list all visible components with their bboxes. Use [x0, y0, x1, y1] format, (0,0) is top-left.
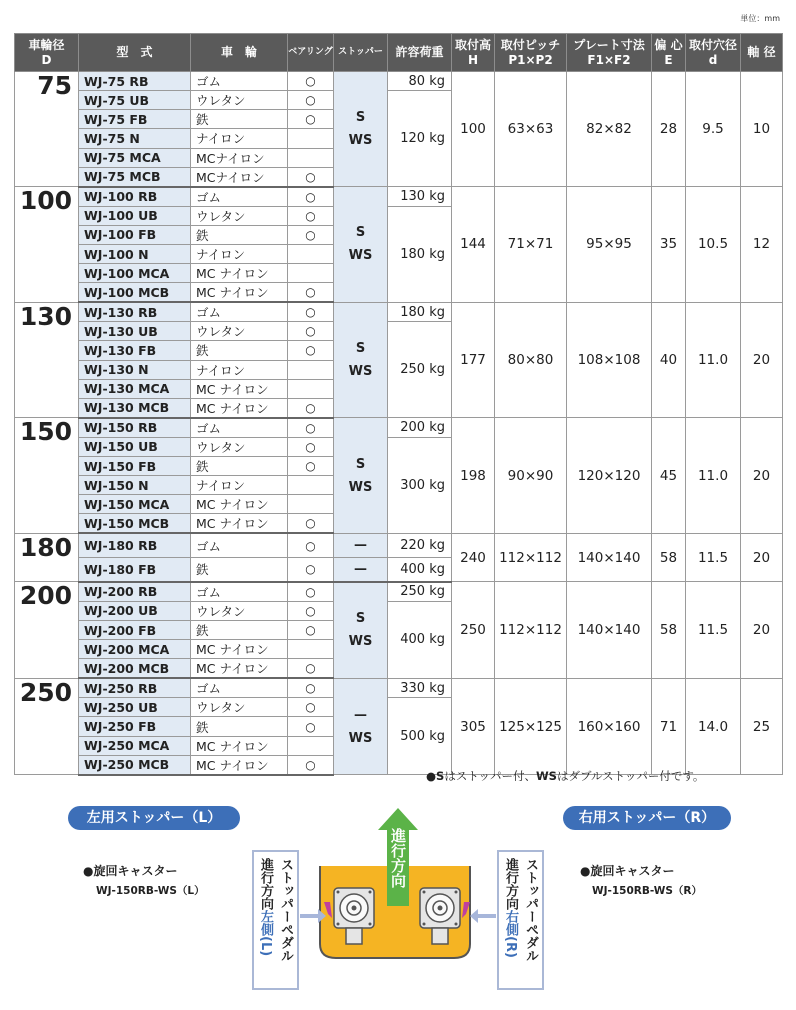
model-cell: WJ-200 UB: [79, 601, 191, 620]
height-cell: 250: [452, 582, 495, 678]
right-stopper-pill: 右用ストッパー（R）: [563, 806, 731, 830]
bearing-cell: [288, 736, 334, 755]
right-caster-model: WJ-150RB-WS（R）: [592, 885, 702, 897]
wheel-material-cell: ウレタン: [191, 698, 288, 717]
height-cell: 198: [452, 418, 495, 534]
unit-label: 単位：mm: [740, 14, 780, 23]
pitch-cell: 80×80: [495, 302, 567, 418]
model-cell: WJ-75 UB: [79, 91, 191, 110]
plate-cell: 95×95: [567, 187, 652, 303]
model-cell: WJ-130 MCB: [79, 398, 191, 418]
table-row: [15, 187, 783, 207]
model-cell: WJ-250 UB: [79, 698, 191, 717]
model-cell: WJ-250 RB: [79, 678, 191, 698]
model-cell: WJ-75 MCB: [79, 167, 191, 187]
wheel-material-cell: 鉄: [191, 456, 288, 475]
bearing-cell: ○: [288, 514, 334, 534]
axle-cell: 20: [741, 418, 783, 534]
load-cell: 80 kg: [388, 72, 452, 91]
wheel-material-cell: ゴム: [191, 533, 288, 557]
stopper-value: S: [355, 611, 366, 627]
model-cell: WJ-130 FB: [79, 341, 191, 360]
bearing-cell: ○: [288, 72, 334, 91]
model-cell: WJ-200 MCA: [79, 640, 191, 659]
stopper-cell: —: [334, 533, 388, 557]
stopper-cell: [334, 187, 388, 303]
plate-cell: 82×82: [567, 72, 652, 187]
pitch-cell: 63×63: [495, 72, 567, 187]
wheel-material-cell: ウレタン: [191, 601, 288, 620]
load-cell: 180 kg: [388, 206, 452, 302]
model-cell: WJ-100 UB: [79, 206, 191, 225]
right-pedal-label-box: [497, 850, 544, 990]
plate-cell: 140×140: [567, 533, 652, 582]
wheel-material-cell: MCナイロン: [191, 148, 288, 167]
wheel-material-cell: ナイロン: [191, 244, 288, 263]
offset-cell: 28: [652, 72, 686, 187]
axle-cell: 10: [741, 72, 783, 187]
table-header: [15, 34, 783, 72]
header-stopper: ストッパー: [334, 34, 388, 72]
load-cell: 250 kg: [388, 582, 452, 602]
left-caster-model: WJ-150RB-WS（L）: [96, 885, 205, 897]
model-cell: WJ-130 RB: [79, 302, 191, 322]
axle-cell: 20: [741, 533, 783, 582]
stopper-cell: [334, 582, 388, 678]
stopper-cell: —: [334, 557, 388, 582]
wheel-material-cell: 鉄: [191, 557, 288, 582]
bearing-cell: ○: [288, 755, 334, 775]
axle-cell: 25: [741, 678, 783, 774]
spec-table: [14, 33, 783, 776]
bearing-cell: [288, 640, 334, 659]
bearing-cell: ○: [288, 601, 334, 620]
axle-cell: 20: [741, 582, 783, 678]
pitch-cell: 112×112: [495, 533, 567, 582]
model-cell: WJ-180 RB: [79, 533, 191, 557]
offset-cell: 71: [652, 678, 686, 774]
wheel-material-cell: ウレタン: [191, 91, 288, 110]
bearing-cell: ○: [288, 322, 334, 341]
stopper-value: WS: [348, 364, 373, 380]
model-cell: WJ-75 MCA: [79, 148, 191, 167]
height-cell: 305: [452, 678, 495, 774]
bearing-cell: ○: [288, 418, 334, 438]
bearing-cell: ○: [288, 225, 334, 244]
load-cell: 120 kg: [388, 91, 452, 187]
wheel-diameter: 250: [15, 678, 79, 774]
bearing-cell: ○: [288, 187, 334, 207]
wheel-diameter: 200: [15, 582, 79, 678]
bearing-cell: ○: [288, 533, 334, 557]
wheel-material-cell: MC ナイロン: [191, 514, 288, 534]
model-cell: WJ-150 N: [79, 476, 191, 495]
wheel-diameter: 100: [15, 187, 79, 303]
hole-cell: 11.0: [686, 302, 741, 418]
wheel-material-cell: ゴム: [191, 72, 288, 91]
height-cell: 144: [452, 187, 495, 303]
table-row: [15, 678, 783, 698]
height-cell: 240: [452, 533, 495, 582]
height-cell: 177: [452, 302, 495, 418]
wheel-material-cell: MC ナイロン: [191, 495, 288, 514]
plate-cell: 120×120: [567, 418, 652, 534]
height-cell: 100: [452, 72, 495, 187]
table-row: [15, 582, 783, 602]
wheel-diameter: 150: [15, 418, 79, 534]
offset-cell: 40: [652, 302, 686, 418]
wheel-material-cell: MCナイロン: [191, 167, 288, 187]
wheel-material-cell: MC ナイロン: [191, 755, 288, 775]
stopper-value: WS: [348, 479, 373, 495]
bearing-cell: ○: [288, 437, 334, 456]
stopper-value: WS: [348, 248, 373, 264]
plate-cell: 140×140: [567, 582, 652, 678]
header-pitch: 取付ピッチ P1×P2: [495, 34, 567, 72]
header-model: 型 式: [79, 34, 191, 72]
pitch-cell: 71×71: [495, 187, 567, 303]
wheel-material-cell: 鉄: [191, 341, 288, 360]
header-load: 許容荷重: [388, 34, 452, 72]
wheel-material-cell: MC ナイロン: [191, 640, 288, 659]
hole-cell: 11.5: [686, 582, 741, 678]
bearing-cell: ○: [288, 557, 334, 582]
header-hole: 取付穴径 d: [686, 34, 741, 72]
direction-label: 進行方向: [389, 828, 407, 888]
offset-cell: 58: [652, 582, 686, 678]
bearing-cell: ○: [288, 167, 334, 187]
table-row: [15, 418, 783, 438]
hole-cell: 10.5: [686, 187, 741, 303]
header-plate: プレート寸法 F1×F2: [567, 34, 652, 72]
model-cell: WJ-200 FB: [79, 621, 191, 640]
wheel-material-cell: MC ナイロン: [191, 283, 288, 303]
wheel-material-cell: MC ナイロン: [191, 398, 288, 418]
stopper-cell: [334, 678, 388, 774]
load-cell: 220 kg: [388, 533, 452, 557]
hole-cell: 9.5: [686, 72, 741, 187]
wheel-material-cell: ナイロン: [191, 360, 288, 379]
model-cell: WJ-150 FB: [79, 456, 191, 475]
load-cell: 330 kg: [388, 678, 452, 698]
bearing-cell: ○: [288, 717, 334, 736]
right-pointer-arrow-icon: [470, 909, 496, 923]
stopper-value: —: [354, 707, 367, 723]
header-offset: 偏 心 E: [652, 34, 686, 72]
table-row: [15, 302, 783, 322]
bearing-cell: ○: [288, 621, 334, 640]
model-cell: WJ-180 FB: [79, 557, 191, 582]
model-cell: WJ-250 MCA: [79, 736, 191, 755]
table-row: [15, 72, 783, 91]
plate-cell: 108×108: [567, 302, 652, 418]
stopper-cell: [334, 72, 388, 187]
model-cell: WJ-150 MCB: [79, 514, 191, 534]
left-pedal-label-box: [252, 850, 299, 990]
wheel-material-cell: MC ナイロン: [191, 264, 288, 283]
model-cell: WJ-130 MCA: [79, 379, 191, 398]
load-cell: 500 kg: [388, 698, 452, 775]
load-cell: 180 kg: [388, 302, 452, 322]
wheel-material-cell: 鉄: [191, 110, 288, 129]
load-cell: 250 kg: [388, 322, 452, 418]
load-cell: 400 kg: [388, 601, 452, 678]
wheel-material-cell: 鉄: [191, 717, 288, 736]
model-cell: WJ-150 RB: [79, 418, 191, 438]
table-body: [15, 72, 783, 775]
wheel-material-cell: ゴム: [191, 678, 288, 698]
stopper-value: S: [355, 341, 366, 357]
model-cell: WJ-100 FB: [79, 225, 191, 244]
stopper-value: WS: [348, 730, 373, 746]
wheel-material-cell: 鉄: [191, 225, 288, 244]
wheel-material-cell: ゴム: [191, 187, 288, 207]
header-height: 取付高 H: [452, 34, 495, 72]
stopper-cell: [334, 302, 388, 418]
model-cell: WJ-75 FB: [79, 110, 191, 129]
load-cell: 400 kg: [388, 557, 452, 582]
model-cell: WJ-150 MCA: [79, 495, 191, 514]
bearing-cell: ○: [288, 110, 334, 129]
model-cell: WJ-130 UB: [79, 322, 191, 341]
wheel-material-cell: ウレタン: [191, 322, 288, 341]
load-cell: 130 kg: [388, 187, 452, 207]
stopper-value: WS: [348, 634, 373, 650]
model-cell: WJ-75 N: [79, 129, 191, 148]
stopper-cell: [334, 418, 388, 534]
wheel-material-cell: ナイロン: [191, 476, 288, 495]
offset-cell: 58: [652, 533, 686, 582]
hole-cell: 14.0: [686, 678, 741, 774]
wheel-diameter: 180: [15, 533, 79, 582]
model-cell: WJ-250 FB: [79, 717, 191, 736]
wheel-material-cell: ナイロン: [191, 129, 288, 148]
bearing-cell: ○: [288, 698, 334, 717]
hole-cell: 11.5: [686, 533, 741, 582]
model-cell: WJ-100 MCB: [79, 283, 191, 303]
bearing-cell: ○: [288, 341, 334, 360]
model-cell: WJ-100 N: [79, 244, 191, 263]
bearing-cell: [288, 495, 334, 514]
header-diameter: 車輪径 D: [15, 34, 79, 72]
bearing-cell: [288, 360, 334, 379]
left-side-label: 進行方向左側(L): [258, 858, 273, 957]
model-cell: WJ-150 UB: [79, 437, 191, 456]
pitch-cell: 125×125: [495, 678, 567, 774]
left-pedal-label: ストッパーペダル: [278, 858, 293, 962]
wheel-material-cell: ゴム: [191, 582, 288, 602]
offset-cell: 45: [652, 418, 686, 534]
wheel-material-cell: ゴム: [191, 302, 288, 322]
bearing-cell: ○: [288, 456, 334, 475]
wheel-diameter: 75: [15, 72, 79, 187]
bearing-cell: ○: [288, 283, 334, 303]
bearing-cell: [288, 264, 334, 283]
wheel-material-cell: ウレタン: [191, 437, 288, 456]
model-cell: WJ-200 RB: [79, 582, 191, 602]
header-bearing: ベアリング: [288, 34, 334, 72]
model-cell: WJ-100 MCA: [79, 264, 191, 283]
stopper-value: S: [355, 225, 366, 241]
axle-cell: 20: [741, 302, 783, 418]
wheel-material-cell: ゴム: [191, 418, 288, 438]
model-cell: WJ-250 MCB: [79, 755, 191, 775]
offset-cell: 35: [652, 187, 686, 303]
plate-cell: 160×160: [567, 678, 652, 774]
model-cell: WJ-100 RB: [79, 187, 191, 207]
bearing-cell: [288, 129, 334, 148]
load-cell: 200 kg: [388, 418, 452, 438]
left-stopper-pill: 左用ストッパー（L）: [68, 806, 240, 830]
bearing-cell: [288, 476, 334, 495]
bearing-cell: ○: [288, 302, 334, 322]
right-pedal-label: ストッパーペダル: [523, 858, 538, 962]
axle-cell: 12: [741, 187, 783, 303]
bearing-cell: ○: [288, 91, 334, 110]
hole-cell: 11.0: [686, 418, 741, 534]
bearing-cell: ○: [288, 582, 334, 602]
stopper-value: WS: [348, 133, 373, 149]
model-cell: WJ-200 MCB: [79, 659, 191, 679]
pitch-cell: 90×90: [495, 418, 567, 534]
model-cell: WJ-130 N: [79, 360, 191, 379]
right-caster-title: ●旋回キャスター: [580, 864, 675, 878]
bearing-cell: ○: [288, 659, 334, 679]
wheel-material-cell: ウレタン: [191, 206, 288, 225]
load-cell: 300 kg: [388, 437, 452, 533]
model-cell: WJ-75 RB: [79, 72, 191, 91]
pitch-cell: 112×112: [495, 582, 567, 678]
bearing-cell: [288, 244, 334, 263]
header-wheel: 車 輪: [191, 34, 288, 72]
wheel-material-cell: 鉄: [191, 621, 288, 640]
stopper-value: S: [355, 456, 366, 472]
bearing-cell: ○: [288, 206, 334, 225]
wheel-material-cell: MC ナイロン: [191, 659, 288, 679]
wheel-material-cell: MC ナイロン: [191, 379, 288, 398]
bearing-cell: [288, 148, 334, 167]
wheel-material-cell: MC ナイロン: [191, 736, 288, 755]
right-side-label: 進行方向右側(R): [503, 858, 518, 958]
stopper-note: ●Sはストッパー付、WSはダブルストッパー付です。: [426, 769, 705, 783]
table-row: [15, 533, 783, 557]
bearing-cell: [288, 379, 334, 398]
stopper-value: S: [355, 110, 366, 126]
bearing-cell: ○: [288, 398, 334, 418]
left-caster-title: ●旋回キャスター: [83, 864, 178, 878]
bearing-cell: ○: [288, 678, 334, 698]
header-axle: 軸 径: [741, 34, 783, 72]
wheel-diameter: 130: [15, 302, 79, 418]
